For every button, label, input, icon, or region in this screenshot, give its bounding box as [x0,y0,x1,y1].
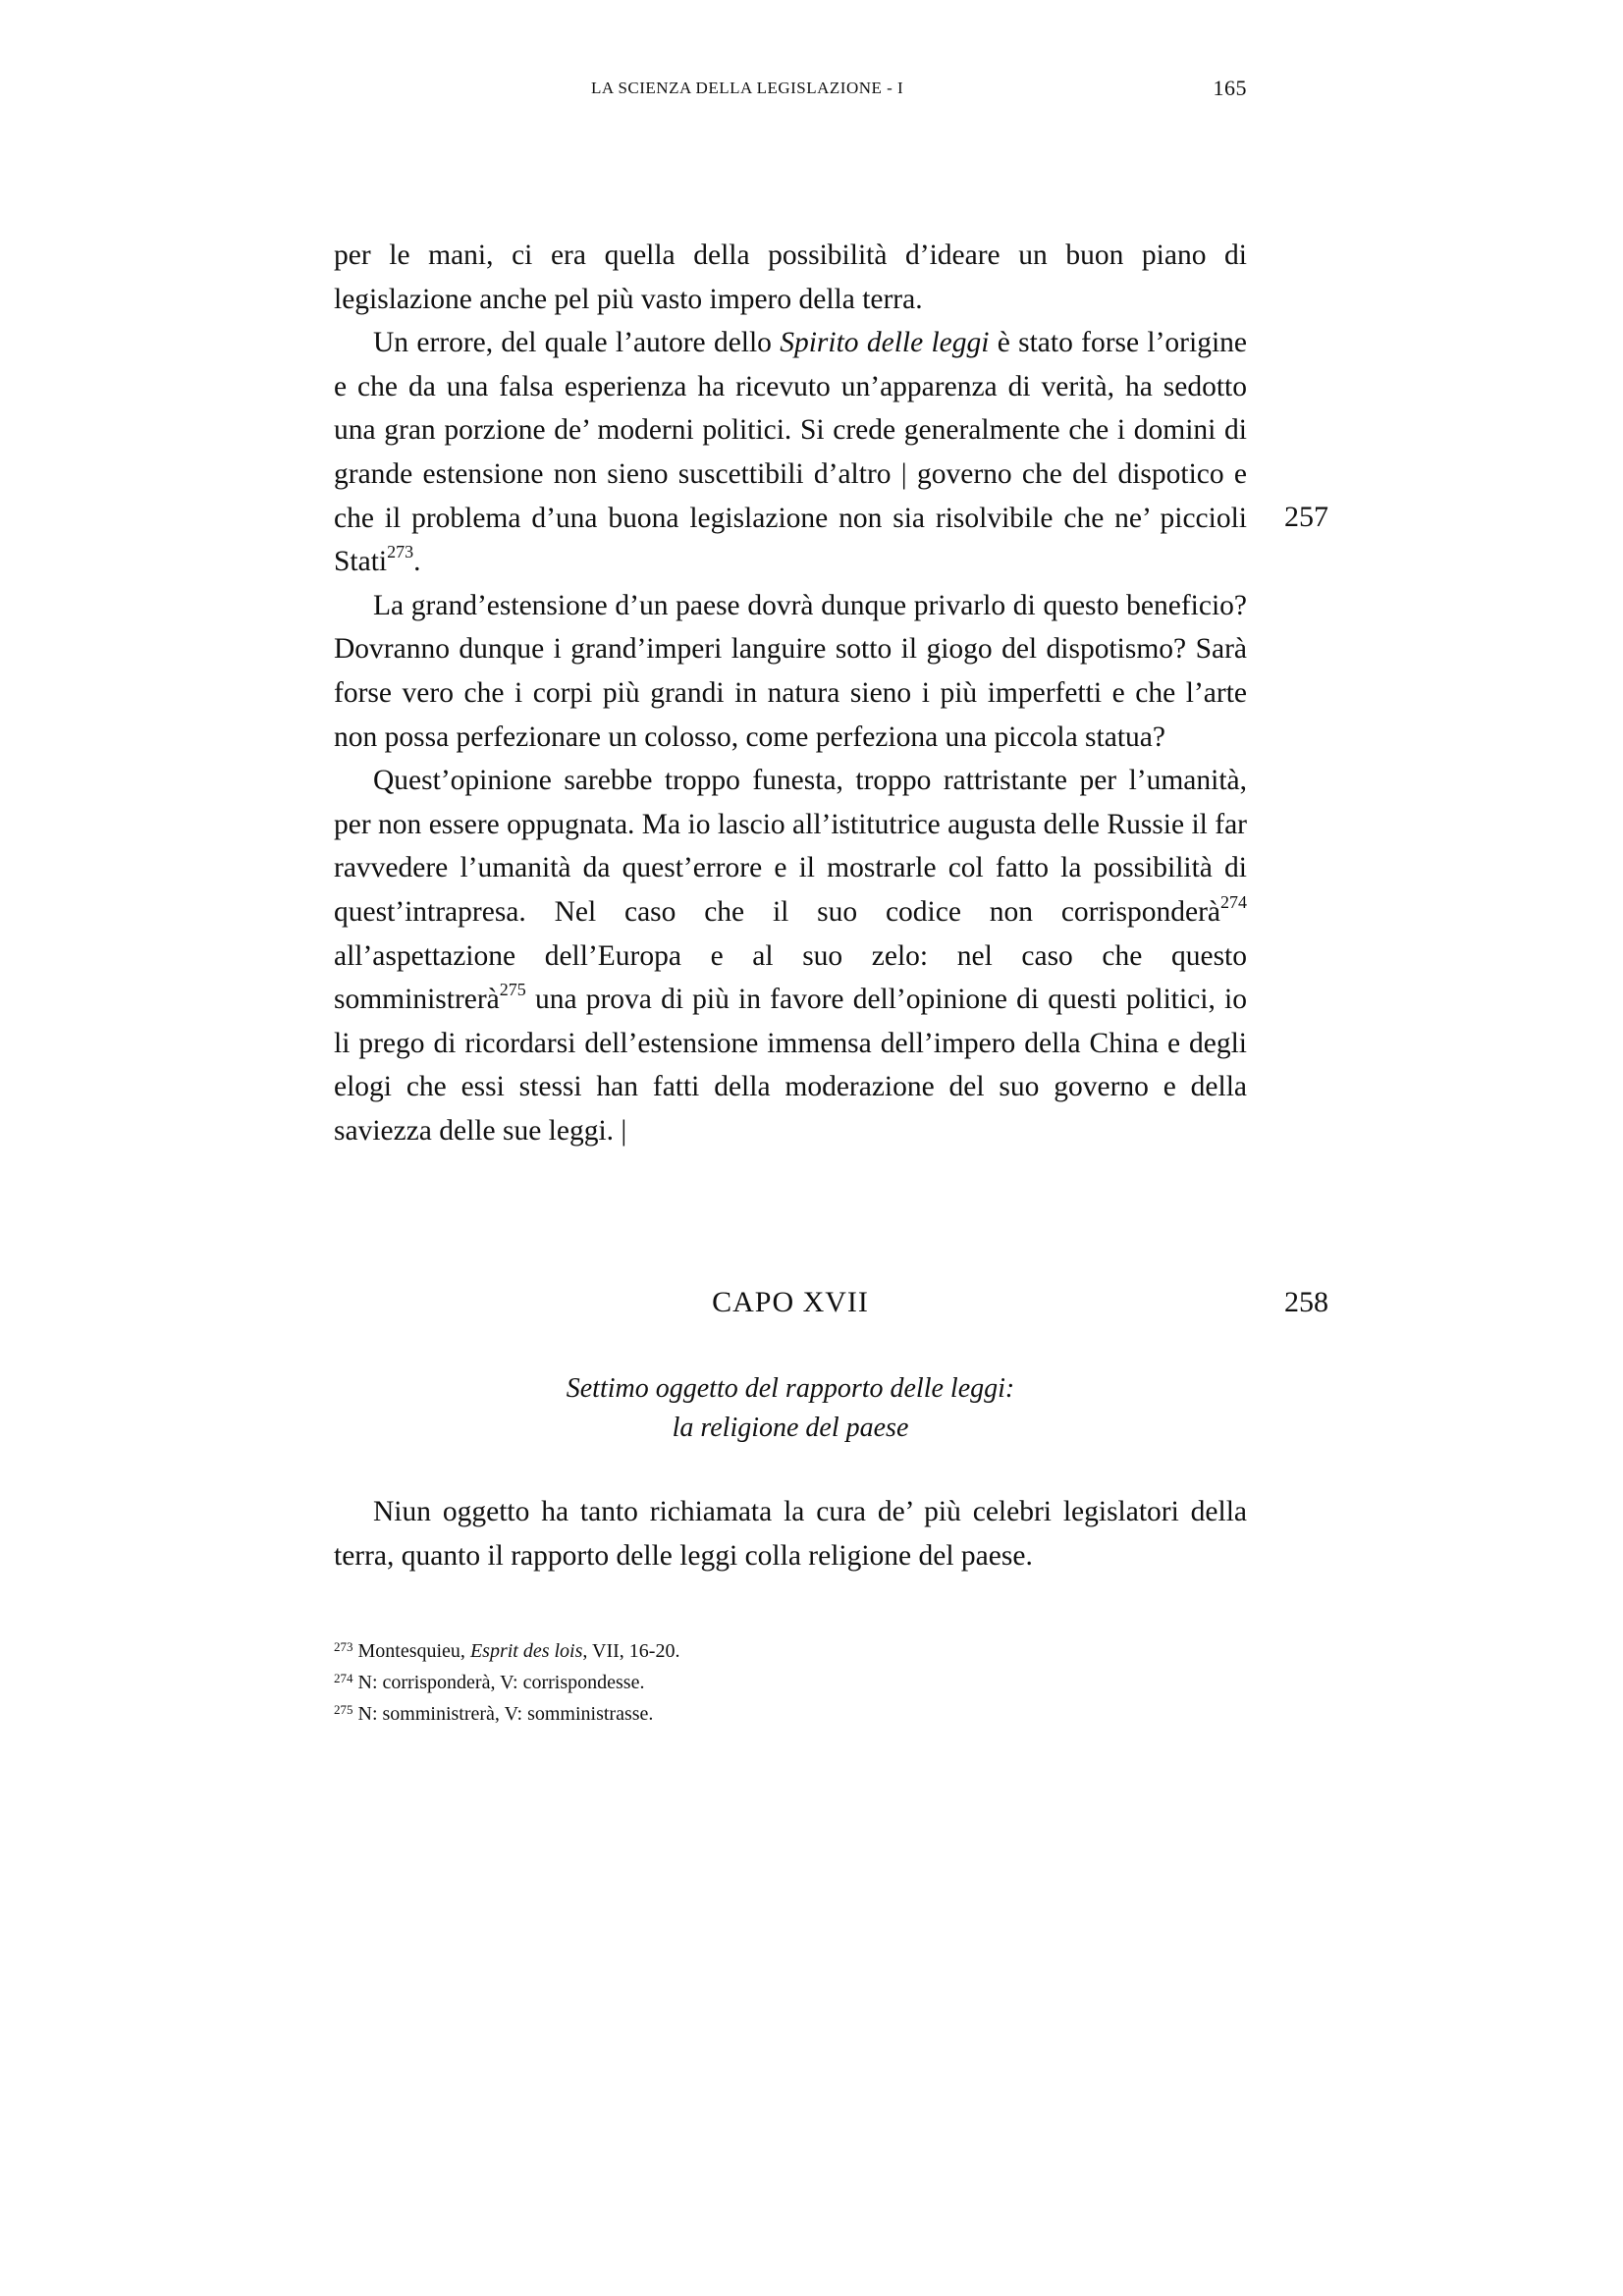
footnote-italic: Esprit des lois [469,1640,583,1662]
text-run: Un errore, del quale l’autore dello [373,327,781,359]
footnote [334,1636,1247,1668]
subtitle-line: Settimo oggetto del rapporto delle leggi: [566,1373,1015,1404]
paragraph [334,759,1247,1152]
footnote-text: N: corrisponderà, V: corrispondesse. [352,1672,645,1693]
text-run: Quest’opinione sarebbe troppo funesta, troppo rattristante per l’umanità, per non essere oppugnata. Ma io lascio all’istitutrice augusta delle Russie il far ravvedere l’umanità da quest’errore e il mostrarle col fatto la possibilità di quest’intrapresa. Nel caso che il suo codice non corrisponderà [334,765,1247,928]
footnote-number: 275 [334,1702,353,1717]
text-run: una prova di più in favore dell’opinione di questi politici, io li prego di ricordarsi dell’estensione immensa dell’impero della China e degli elogi che essi stessi han fatti della moderazione del suo governo e della saviezza delle sue leggi. | [334,984,1247,1147]
subtitle-line: la religione del paese [672,1413,909,1443]
footnote-number: 274 [334,1671,353,1685]
italic-title: Spirito delle leggi [780,327,990,359]
text-run: . [413,546,421,578]
footnotes [334,1636,1247,1731]
paragraph: La grand’estensione d’un paese dovrà dunque privarlo di questo beneficio? Dovranno dunque i grand’imperi languire sotto il giogo del dispotismo? Sarà forse vero che i corpi più grandi in natura sieno i più imperfetti e che l’arte non possa perfezionare un colosso, come perfeziona una piccola statua? [334,589,1247,753]
margin-page-number: 258 [1284,1286,1328,1318]
paragraph: Niun oggetto ha tanto richiamata la cura de’ più celebri legislatori della terra, quanto il rapporto delle leggi colla religione del paese. [334,1496,1247,1572]
footnote-text: Montesquieu, [352,1640,470,1662]
paragraph [334,321,1247,584]
footnote-ref: 275 [499,980,526,1000]
footnote [334,1699,1247,1731]
chapter-title: CAPO XVII [712,1286,869,1318]
footnote-ref: 274 [1220,892,1247,913]
paragraph: per le mani, ci era quella della possibilità d’ideare un buon piano di legislazione anche pel più vasto impero della terra. [334,240,1247,315]
footnote-text: , VII, 16-20. [582,1640,680,1662]
text-run: è stato forse l’origine e che da una falsa esperienza ha ricevuto un’apparenza di verità, ha sedotto una gran porzione de’ moderni politici. Si crede generalmente che i domini di grande estensione non sieno suscettibili d’altro | governo che del dispotico e che il problema d’una buona legislazione non sia risolvibile che ne’ piccioli Stati [334,327,1247,578]
footnote-number: 273 [334,1639,353,1654]
text-run: all’aspettazione dell’Europa e al suo zelo: nel caso che questo somministrerà [334,939,1247,1016]
chapter-body [334,1490,1247,1577]
footnote-ref: 273 [387,542,414,562]
footnote [334,1668,1247,1699]
chapter-subtitle [334,1369,1247,1448]
body-text [334,234,1247,1152]
running-title: LA SCIENZA DELLA LEGISLAZIONE - I [591,79,904,97]
page-number: 165 [1213,76,1247,100]
footnote-text: N: somministrerà, V: somministrasse. [352,1703,654,1725]
margin-page-number: 257 [1284,501,1328,533]
